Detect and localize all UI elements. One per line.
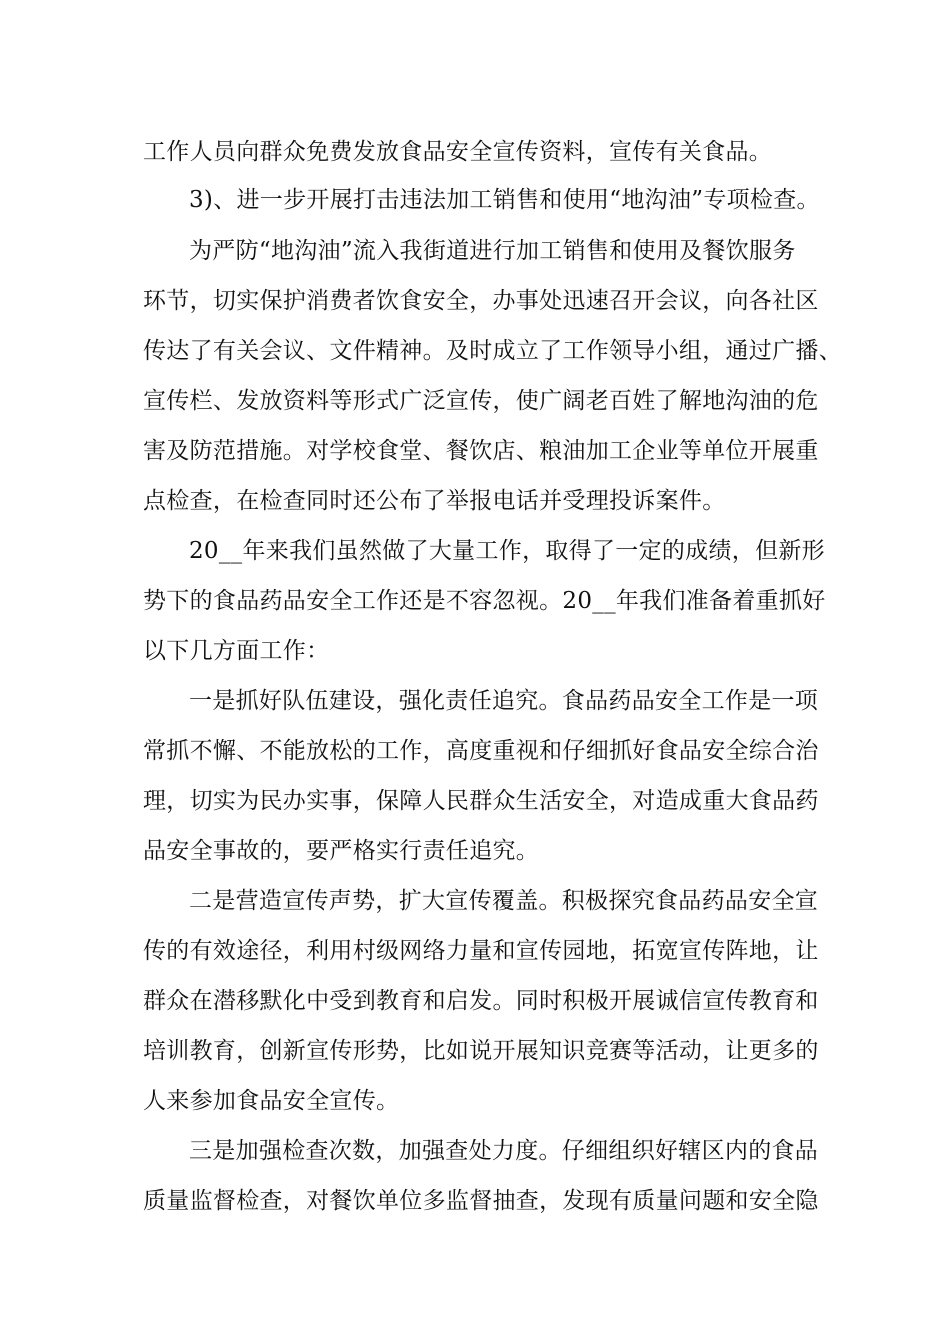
text-line: 常抓不懈、不能放松的工作，高度重视和仔细抓好食品安全综合治 [143,738,819,764]
text-line: 传的有效途径，利用村级网络力量和宣传园地，拓宽宣传阵地，让 [143,938,819,964]
text-line: 为严防“地沟油”流入我街道进行加工销售和使用及餐饮服务 [189,238,796,264]
text-line: 培训教育，创新宣传形势，比如说开展知识竞赛等活动，让更多的 [143,1038,819,1064]
text-line: 20__年来我们虽然做了大量工作，取得了一定的成绩，但新形 [189,538,825,564]
text-line: 工作人员向群众免费发放食品安全宣传资料，宣传有关食品。 [143,139,773,165]
text-line: 以下几方面工作： [143,638,330,664]
text-line: 害及防范措施。对学校食堂、餐饮店、粮油加工企业等单位开展重 [143,438,819,464]
text-line: 点检查，在检查同时还公布了举报电话并受理投诉案件。 [143,488,726,514]
text-line: 人来参加食品安全宣传。 [143,1088,400,1114]
text-line: 三是加强检查次数，加强查处力度。仔细组织好辖区内的食品 [189,1138,819,1164]
text-line: 理，切实为民办实事，保障人民群众生活安全，对造成重大食品药 [143,788,819,814]
text-line: 势下的食品药品安全工作还是不容忽视。20__年我们准备着重抓好 [143,588,826,614]
text-line: 二是营造宣传声势，扩大宣传覆盖。积极探究食品药品安全宣 [189,888,819,914]
text-line: 一是抓好队伍建设，强化责任追究。食品药品安全工作是一项 [189,688,819,714]
text-line: 宣传栏、发放资料等形式广泛宣传，使广阔老百姓了解地沟油的危 [143,388,819,414]
text-line: 3)、进一步开展打击违法加工销售和使用“地沟油”专项检查。 [189,187,820,213]
text-line: 群众在潜移默化中受到教育和启发。同时积极开展诚信宣传教育和 [143,988,819,1014]
text-line: 质量监督检查，对餐饮单位多监督抽查，发现有质量问题和安全隐 [143,1188,819,1214]
text-line: 传达了有关会议、文件精神。及时成立了工作领导小组，通过广播、 [143,338,842,364]
text-line: 品安全事故的，要严格实行责任追究。 [143,838,540,864]
text-line: 环节，切实保护消费者饮食安全，办事处迅速召开会议，向各社区 [143,288,819,314]
